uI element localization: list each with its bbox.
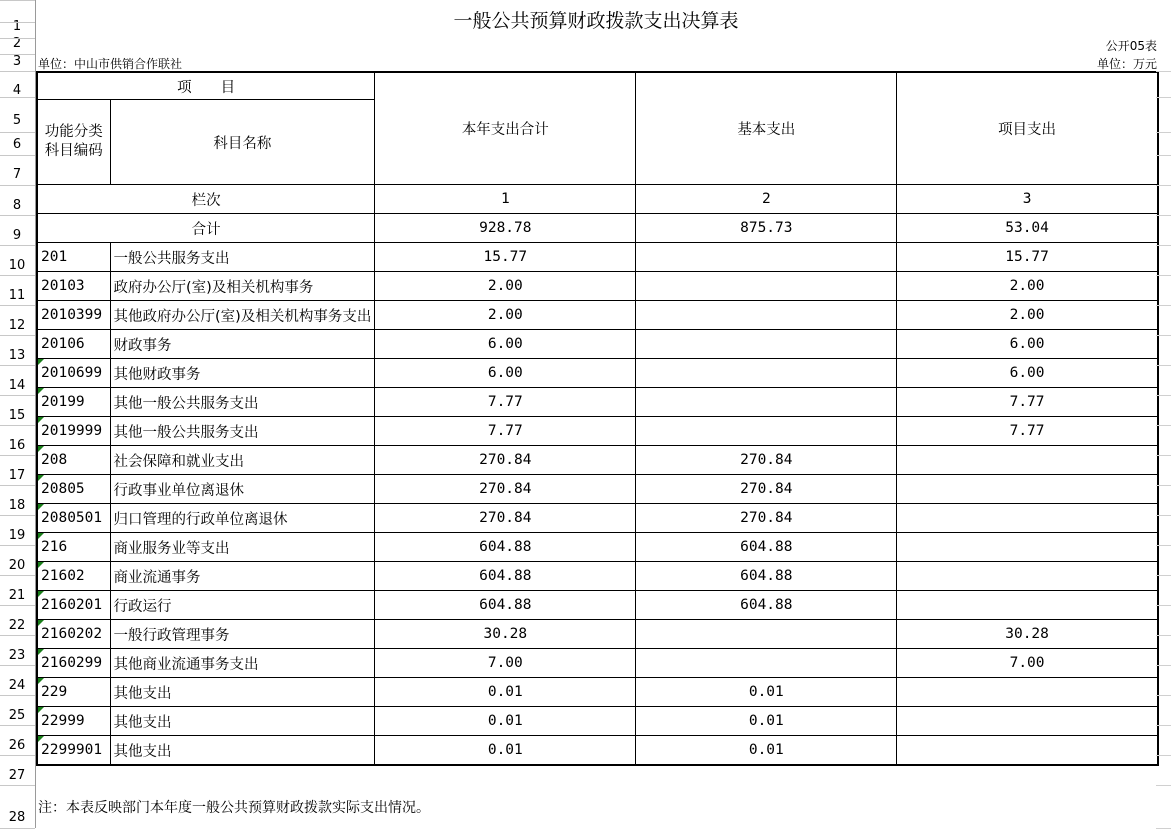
grid-line <box>1156 755 1171 756</box>
cell-marker-icon <box>38 649 44 655</box>
table-row <box>37 243 1158 272</box>
row-project: 6.00 <box>897 359 1158 388</box>
row-project: 2.00 <box>897 272 1158 301</box>
row-project: 2.00 <box>897 301 1158 330</box>
row-name: 商业流通事务 <box>110 562 375 591</box>
row-basic: 0.01 <box>636 678 897 707</box>
row-project: 30.28 <box>897 620 1158 649</box>
gutter-divider <box>0 38 35 39</box>
row-total: 30.28 <box>375 620 636 649</box>
row-number[interactable]: 3 <box>12 54 22 69</box>
gutter-divider <box>0 245 35 246</box>
row-project <box>897 736 1158 766</box>
row-basic <box>636 359 897 388</box>
lanci-3: 3 <box>897 185 1158 214</box>
grid-line <box>1156 245 1171 246</box>
row-total: 604.88 <box>375 591 636 620</box>
row-name: 行政事业单位离退休 <box>110 475 375 504</box>
row-name: 其他支出 <box>110 707 375 736</box>
grid-line <box>1156 785 1171 786</box>
row-total: 2.00 <box>375 301 636 330</box>
gutter-divider <box>0 695 35 696</box>
cell-marker-icon <box>38 446 44 452</box>
cell-marker-icon <box>38 504 44 510</box>
lanci-label: 栏次 <box>37 185 375 214</box>
grid-line <box>1156 215 1171 216</box>
table-row <box>37 330 1158 359</box>
grid-line <box>1156 395 1171 396</box>
sheet <box>36 0 1171 828</box>
row-total: 270.84 <box>375 446 636 475</box>
row-basic: 604.88 <box>636 591 897 620</box>
row-code: 208 <box>37 446 110 475</box>
gutter-divider <box>0 515 35 516</box>
row-name: 其他政府办公厅(室)及相关机构事务支出 <box>110 301 375 330</box>
row-number[interactable]: 27 <box>8 768 26 783</box>
header-item-group: 项 目 <box>37 72 375 100</box>
table-note: 注：本表反映部门本年度一般公共预算财政拨款实际支出情况。 <box>38 800 430 816</box>
row-code: 2299901 <box>37 736 110 766</box>
gutter-divider <box>0 54 35 55</box>
row-name: 归口管理的行政单位离退休 <box>110 504 375 533</box>
row-basic <box>636 272 897 301</box>
gutter-divider <box>0 132 35 133</box>
grid-line <box>1156 305 1171 306</box>
grid-line <box>1156 365 1171 366</box>
row-code: 2160201 <box>37 591 110 620</box>
row-total: 7.77 <box>375 417 636 446</box>
row-basic: 270.84 <box>636 504 897 533</box>
row-basic: 0.01 <box>636 736 897 766</box>
grid-line <box>1156 665 1171 666</box>
table-row <box>37 272 1158 301</box>
grid-line <box>1156 185 1171 186</box>
row-code: 2019999 <box>37 417 110 446</box>
row-total: 604.88 <box>375 562 636 591</box>
table-row <box>37 504 1158 533</box>
row-code: 20106 <box>37 330 110 359</box>
unit-left: 单位：中山市供销合作联社 <box>38 57 183 71</box>
gutter-divider <box>0 185 35 186</box>
row-basic <box>636 243 897 272</box>
row-basic <box>636 417 897 446</box>
row-number[interactable]: 11 <box>8 288 26 303</box>
row-number[interactable]: 10 <box>8 258 26 273</box>
row-project <box>897 707 1158 736</box>
grid-line <box>1156 545 1171 546</box>
cell-marker-icon <box>38 417 44 423</box>
cell-marker-icon <box>38 591 44 597</box>
row-number[interactable]: 24 <box>8 678 26 693</box>
header-project: 项目支出 <box>897 72 1158 185</box>
table-row <box>37 736 1158 766</box>
grid-line <box>1156 71 1171 72</box>
grid-line <box>1156 455 1171 456</box>
row-number[interactable]: 15 <box>8 408 26 423</box>
row-name: 其他一般公共服务支出 <box>110 388 375 417</box>
cell-marker-icon <box>38 707 44 713</box>
row-name: 政府办公厅(室)及相关机构事务 <box>110 272 375 301</box>
row-code: 2080501 <box>37 504 110 533</box>
gutter-divider <box>0 71 35 72</box>
row-total: 7.00 <box>375 649 636 678</box>
row-project: 15.77 <box>897 243 1158 272</box>
gutter-divider <box>0 725 35 726</box>
gutter-divider <box>0 97 35 98</box>
row-code: 2010399 <box>37 301 110 330</box>
page-title: 一般公共预算财政拨款支出决算表 <box>453 10 739 32</box>
table-row <box>37 678 1158 707</box>
row-code: 229 <box>37 678 110 707</box>
row-number[interactable]: 6 <box>12 137 22 152</box>
gutter-divider <box>0 0 35 1</box>
gutter-divider <box>0 22 35 23</box>
gutter-divider <box>0 395 35 396</box>
table-row <box>37 301 1158 330</box>
row-basic <box>636 301 897 330</box>
row-basic <box>636 388 897 417</box>
header-total: 本年支出合计 <box>375 72 636 185</box>
header-basic: 基本支出 <box>636 72 897 185</box>
row-number[interactable]: 28 <box>8 810 26 825</box>
grid-line <box>1156 275 1171 276</box>
row-name: 社会保障和就业支出 <box>110 446 375 475</box>
row-number[interactable]: 16 <box>8 438 26 453</box>
sum-total: 928.78 <box>375 214 636 243</box>
gutter-divider <box>0 485 35 486</box>
row-project: 7.77 <box>897 388 1158 417</box>
cell-marker-icon <box>38 533 44 539</box>
row-total: 2.00 <box>375 272 636 301</box>
grid-line <box>1156 515 1171 516</box>
table-row <box>37 388 1158 417</box>
header-name: 科目名称 <box>110 100 375 185</box>
table-row <box>37 417 1158 446</box>
row-code: 20199 <box>37 388 110 417</box>
grid-line <box>1156 97 1171 98</box>
row-project: 7.00 <box>897 649 1158 678</box>
gutter-divider <box>0 575 35 576</box>
table-row <box>37 707 1158 736</box>
expenditure-table <box>36 71 1159 766</box>
unit-right: 单位：万元 <box>1096 57 1157 71</box>
cell-marker-icon <box>38 388 44 394</box>
row-name: 一般行政管理事务 <box>110 620 375 649</box>
gutter-divider <box>0 665 35 666</box>
row-number-gutter <box>0 0 36 828</box>
cell-marker-icon <box>38 359 44 365</box>
row-basic: 270.84 <box>636 446 897 475</box>
row-total: 6.00 <box>375 330 636 359</box>
row-project <box>897 504 1158 533</box>
sum-basic: 875.73 <box>636 214 897 243</box>
row-code: 2160202 <box>37 620 110 649</box>
row-basic <box>636 330 897 359</box>
row-project <box>897 446 1158 475</box>
row-project: 6.00 <box>897 330 1158 359</box>
row-name: 财政事务 <box>110 330 375 359</box>
grid-line <box>1156 575 1171 576</box>
row-total: 0.01 <box>375 678 636 707</box>
row-project <box>897 591 1158 620</box>
row-code: 2160299 <box>37 649 110 678</box>
row-total: 6.00 <box>375 359 636 388</box>
lanci-2: 2 <box>636 185 897 214</box>
gutter-divider <box>0 155 35 156</box>
grid-line <box>1156 725 1171 726</box>
table-row <box>37 533 1158 562</box>
cell-marker-icon <box>38 620 44 626</box>
gutter-divider <box>0 305 35 306</box>
gutter-divider <box>0 365 35 366</box>
gutter-divider <box>0 215 35 216</box>
row-basic: 270.84 <box>636 475 897 504</box>
table-row <box>37 359 1158 388</box>
gutter-divider <box>0 425 35 426</box>
row-total: 0.01 <box>375 736 636 766</box>
table-row <box>37 591 1158 620</box>
row-name: 商业服务业等支出 <box>110 533 375 562</box>
row-name: 其他支出 <box>110 678 375 707</box>
row-code: 22999 <box>37 707 110 736</box>
grid-line <box>1156 605 1171 606</box>
row-code: 201 <box>37 243 110 272</box>
row-basic <box>636 649 897 678</box>
row-number[interactable]: 8 <box>12 198 22 213</box>
row-total: 270.84 <box>375 504 636 533</box>
grid-line <box>1156 155 1171 156</box>
row-name: 其他一般公共服务支出 <box>110 417 375 446</box>
row-number[interactable]: 9 <box>12 228 22 243</box>
table-row <box>37 562 1158 591</box>
form-code: 公开05表 <box>1105 39 1157 53</box>
row-number[interactable]: 14 <box>8 378 26 393</box>
row-number[interactable]: 21 <box>8 588 26 603</box>
row-number[interactable]: 17 <box>8 468 26 483</box>
gutter-divider <box>0 635 35 636</box>
grid-line <box>1156 635 1171 636</box>
row-number[interactable]: 22 <box>8 618 26 633</box>
row-project <box>897 475 1158 504</box>
grid-line <box>1156 335 1171 336</box>
sum-project: 53.04 <box>897 214 1158 243</box>
row-project <box>897 678 1158 707</box>
row-code: 20103 <box>37 272 110 301</box>
row-number[interactable]: 20 <box>8 558 26 573</box>
row-code: 20805 <box>37 475 110 504</box>
row-name: 一般公共服务支出 <box>110 243 375 272</box>
row-project <box>897 562 1158 591</box>
cell-marker-icon <box>38 475 44 481</box>
gutter-divider <box>0 275 35 276</box>
row-number[interactable]: 25 <box>8 708 26 723</box>
gutter-divider <box>0 755 35 756</box>
row-number[interactable]: 1 <box>12 19 22 34</box>
row-basic: 0.01 <box>636 707 897 736</box>
row-code: 216 <box>37 533 110 562</box>
table-row <box>37 649 1158 678</box>
row-total: 604.88 <box>375 533 636 562</box>
row-name: 其他商业流通事务支出 <box>110 649 375 678</box>
gutter-divider <box>0 605 35 606</box>
row-number[interactable]: 18 <box>8 498 26 513</box>
row-total: 270.84 <box>375 475 636 504</box>
row-name: 其他财政事务 <box>110 359 375 388</box>
cell-marker-icon <box>38 678 44 684</box>
row-number[interactable]: 2 <box>12 36 22 51</box>
lanci-1: 1 <box>375 185 636 214</box>
row-number[interactable]: 13 <box>8 348 26 363</box>
row-number[interactable]: 7 <box>12 167 22 182</box>
row-number[interactable]: 5 <box>12 113 22 128</box>
gutter-divider <box>0 545 35 546</box>
row-code: 21602 <box>37 562 110 591</box>
header-code: 功能分类 科目编码 <box>37 100 110 185</box>
table-row <box>37 475 1158 504</box>
row-basic: 604.88 <box>636 533 897 562</box>
gutter-divider <box>0 785 35 786</box>
row-number[interactable]: 12 <box>8 318 26 333</box>
row-total: 15.77 <box>375 243 636 272</box>
row-number[interactable]: 26 <box>8 738 26 753</box>
table-row <box>37 446 1158 475</box>
grid-line <box>1156 485 1171 486</box>
row-number[interactable]: 4 <box>12 83 22 98</box>
row-total: 7.77 <box>375 388 636 417</box>
row-name: 行政运行 <box>110 591 375 620</box>
cell-marker-icon <box>38 736 44 742</box>
gutter-divider <box>0 455 35 456</box>
row-total: 0.01 <box>375 707 636 736</box>
grid-line <box>1156 695 1171 696</box>
row-basic: 604.88 <box>636 562 897 591</box>
row-basic <box>636 620 897 649</box>
row-number[interactable]: 19 <box>8 528 26 543</box>
sum-label: 合计 <box>37 214 375 243</box>
grid-line <box>1156 425 1171 426</box>
row-name: 其他支出 <box>110 736 375 766</box>
row-project: 7.77 <box>897 417 1158 446</box>
row-project <box>897 533 1158 562</box>
gutter-divider <box>0 335 35 336</box>
cell-marker-icon <box>38 562 44 568</box>
grid-line <box>1156 132 1171 133</box>
row-code: 2010699 <box>37 359 110 388</box>
row-number[interactable]: 23 <box>8 648 26 663</box>
table-row <box>37 620 1158 649</box>
